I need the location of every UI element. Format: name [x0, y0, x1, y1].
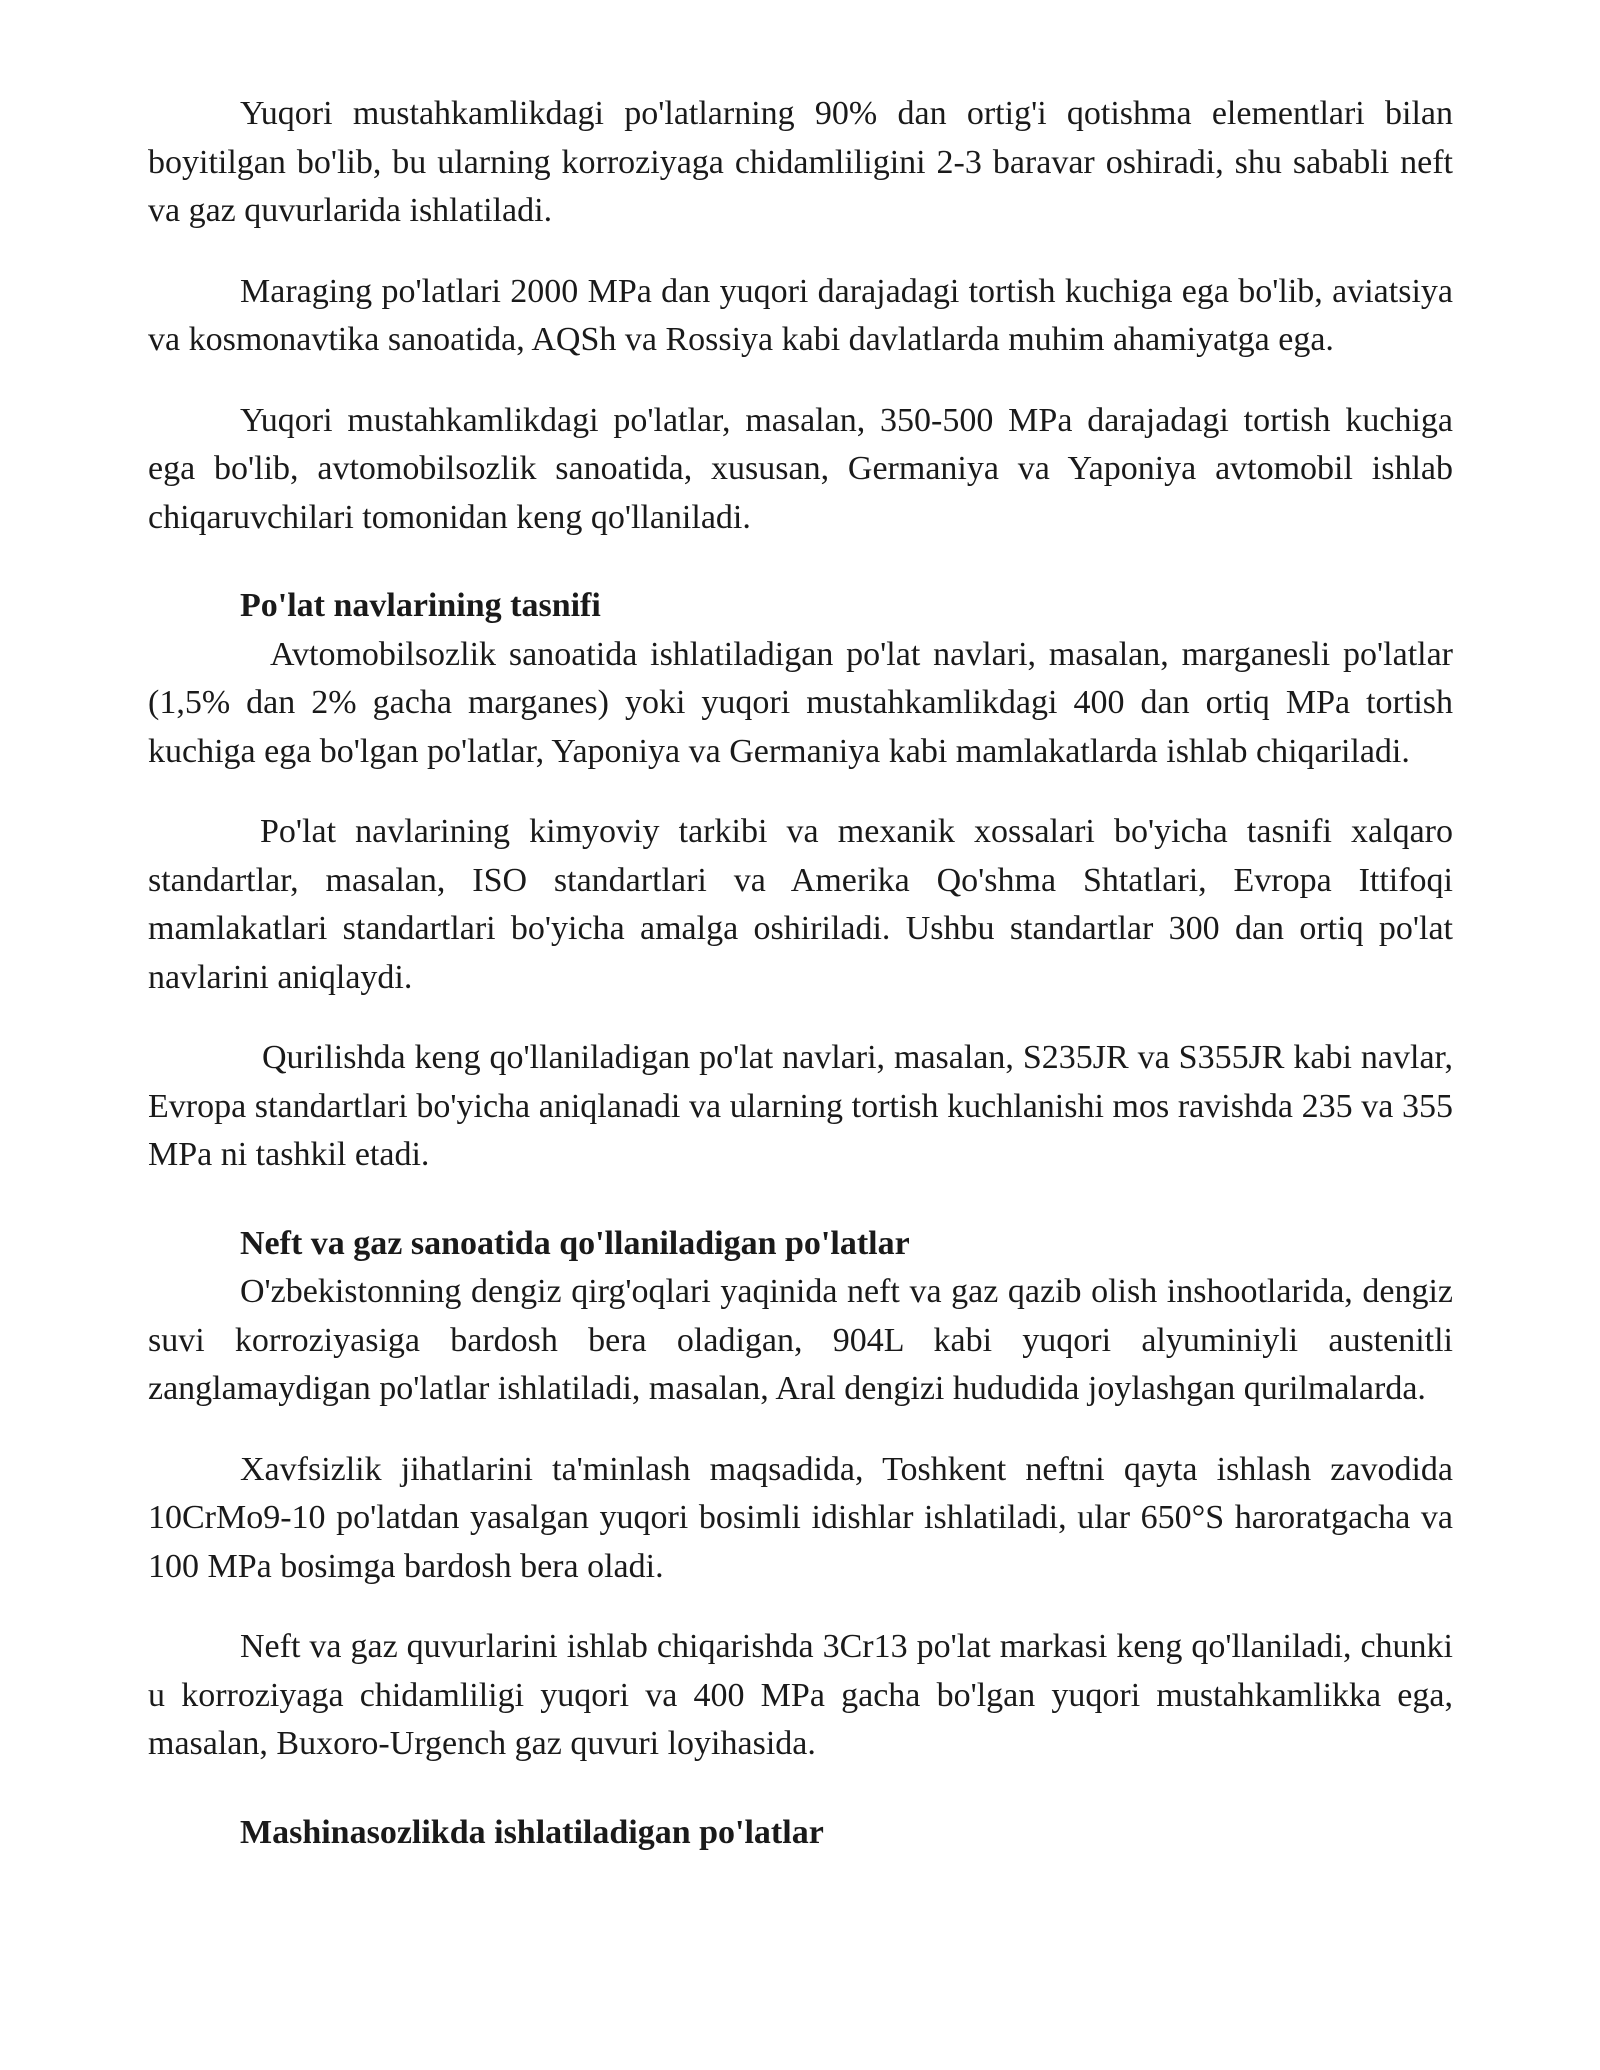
paragraph-alloy-steels: Yuqori mustahkamlikdagi po'latlarning 90% dan ortig'i qotishma elementlari bilan boyitilgan bo'lib, bu ularning korroziyaga chidamliligini 2-3 baravar oshiradi, shu sababli neft va gaz quvurlarida ishlatiladi. [148, 95, 1453, 229]
paragraph-automotive-grades: Avtomobilsozlik sanoatida ishlatiladigan po'lat navlari, masalan, marganesli po'latlar (1,5% dan 2% gacha marganes) yoki yuqori mustahkamlikdagi 400 dan ortiq MPa tortish kuchiga ega bo'lgan po'latlar, Yaponiya va Germaniya kabi mamlakatlarda ishlab chiqariladi. [148, 635, 1453, 770]
section-heading-oil-gas: Neft va gaz sanoatida qo'llaniladigan po'latlar [240, 1224, 910, 1262]
paragraph-refinery-vessels: Xavfsizlik jihatlarini ta'minlash maqsadida, Toshkent neftni qayta ishlash zavodida 10CrMo9-10 po'latdan yasalgan yuqori bosimli idishlar ishlatiladi, ular 650°S haroratgacha va 100 MPa bosimga bardosh bera oladi. [148, 1450, 1453, 1585]
paragraph-maraging-steels: Maraging po'latlari 2000 MPa dan yuqori darajadagi tortish kuchiga ega bo'lib, aviatsiya va kosmonavtika sanoatida, AQSh va Rossiya kabi davlatlarda muhim ahamiyatga ega. [148, 272, 1453, 358]
paragraph-high-strength-steels: Yuqori mustahkamlikdagi po'latlar, masalan, 350-500 MPa darajadagi tortish kuchiga ega bo'lib, avtomobilsozlik sanoatida, xususan, Germaniya va Yaponiya avtomobil ishlab chiqaruvchilari tomonidan keng qo'llaniladi. [148, 401, 1453, 536]
paragraph-offshore-steels: O'zbekistonning dengiz qirg'oqlari yaqinida neft va gaz qazib olish inshootlarida, dengiz suvi korroziyasiga bardosh bera oladigan, 904L kabi yuqori alyuminiyli austenitli zanglamaydigan po'latlar ishlatiladi, masalan, Aral dengizi hududida joylashgan qurilmalarda. [148, 1273, 1453, 1407]
paragraph-pipeline-steel: Neft va gaz quvurlarini ishlab chiqarishda 3Cr13 po'lat markasi keng qo'llaniladi, chunki u korroziyaga chidamliligi yuqori va 400 MPa gacha bo'lgan yuqori mustahkamlikka ega, masalan, Buxoro-Urgench gaz quvuri loyihasida. [148, 1628, 1453, 1762]
paragraph-construction-grades: Qurilishda keng qo'llaniladigan po'lat navlari, masalan, S235JR va S355JR kabi navlar, Evropa standartlari bo'yicha aniqlanadi va ularning tortish kuchlanishi mos ravishda 235 va 355 MPa ni tashkil etadi. [148, 1039, 1453, 1173]
document-page [148, 90, 1453, 1857]
paragraph-standards: Po'lat navlarining kimyoviy tarkibi va mexanik xossalari bo'yicha tasnifi xalqaro standartlar, masalan, ISO standartlari va Amerika Qo'shma Shtatlari, Evropa Ittifoqi mamlakatlari standartlari bo'yicha amalga oshiriladi. Ushbu standartlar 300 dan ortiq po'lat navlarini aniqlaydi. [148, 813, 1453, 996]
section-heading-classification: Po'lat navlarining tasnifi [240, 587, 601, 624]
section-heading-machine-building: Mashinasozlikda ishlatiladigan po'latlar [240, 1813, 824, 1851]
